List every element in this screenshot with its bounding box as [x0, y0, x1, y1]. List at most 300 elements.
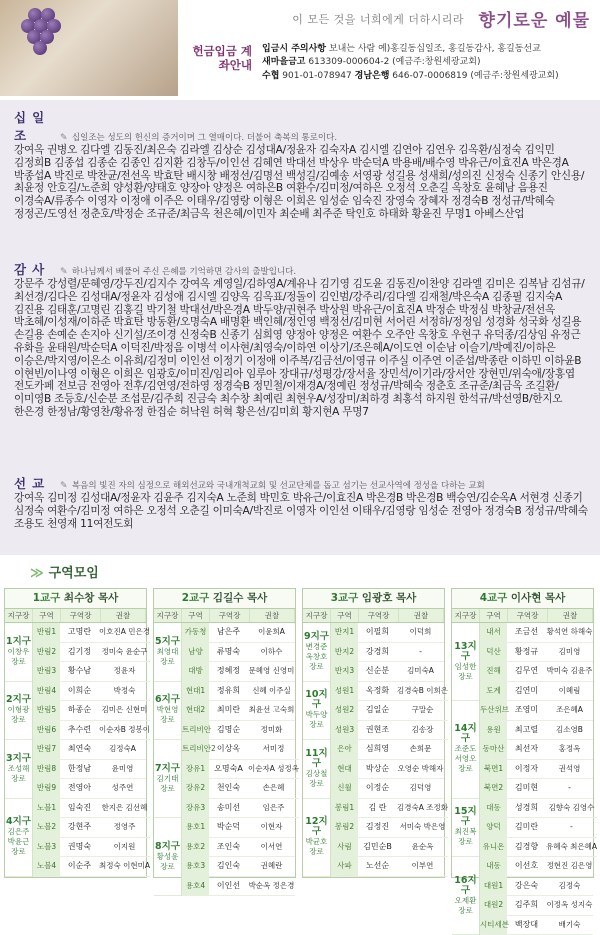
- district-table: [302, 588, 445, 878]
- table-row: [480, 643, 593, 663]
- leader-cell: 강은숙: [507, 877, 546, 896]
- steward-cell: 홍정옥: [546, 740, 593, 759]
- leader-cell: 백장대: [507, 916, 546, 935]
- group-cell: 사림: [331, 838, 358, 857]
- group-cell: 용호2: [182, 838, 209, 857]
- steward-cell: 한지은 김선혜: [99, 799, 150, 818]
- steward-cell: 윤순옥: [397, 838, 448, 857]
- table-row: [33, 760, 146, 780]
- group-cell: 반지1: [331, 623, 358, 642]
- group-cell: 봉림2: [331, 818, 358, 837]
- zone-block: [452, 857, 593, 935]
- group-cell: 양덕: [480, 818, 507, 837]
- zone-block: [154, 623, 295, 682]
- leader-cell: 전영아: [60, 779, 99, 798]
- group-cell: 덕산: [480, 643, 507, 662]
- steward-cell: 김경숙A 조정화: [397, 799, 448, 818]
- group-cell: 시티세븐: [480, 916, 507, 935]
- page-title: 향기로운 예물: [479, 6, 590, 31]
- district-pastor: 김길수 목사: [209, 592, 267, 604]
- steward-cell: 박미숙 김윤주: [546, 662, 593, 681]
- group-cell: 대방: [182, 662, 209, 681]
- group-cell: 성원2: [331, 701, 358, 720]
- group-cell: 노블3: [33, 838, 60, 857]
- zone-block-label: 9지구 변경준 옥창호 장로: [303, 623, 330, 682]
- table-row: [480, 623, 593, 643]
- steward-cell: 최윤선 고숙희: [248, 701, 295, 720]
- column-header: 구역장: [210, 609, 250, 622]
- leader-cell: 이상옥: [209, 740, 248, 759]
- table-row: [480, 682, 593, 702]
- table-row: [33, 643, 150, 663]
- zone-block-label: 7지구 김기태 장로: [154, 740, 181, 818]
- leader-cell: 강경희: [358, 643, 397, 662]
- group-cell: 내서: [480, 623, 507, 642]
- leader-cell: 심희영: [358, 740, 397, 759]
- table-row: [480, 779, 593, 799]
- leader-cell: 최미란: [209, 701, 248, 720]
- zone-block: [303, 740, 444, 799]
- group-cell: 현대1: [182, 682, 209, 701]
- zone-block: [5, 799, 146, 877]
- table-row: [480, 857, 593, 877]
- steward-cell: 박순옥 정은경: [248, 877, 295, 896]
- steward-cell: 김경숙B 이희은: [397, 682, 448, 701]
- table-row: [331, 662, 444, 682]
- table-row: [182, 721, 295, 741]
- leader-cell: 김인숙: [209, 857, 248, 876]
- group-cell: 신월: [331, 779, 358, 798]
- district-name: 2교구: [182, 592, 210, 604]
- leader-cell: 이인선: [209, 877, 248, 896]
- offering-accounts: [262, 43, 559, 83]
- leader-cell: 김민순B: [358, 838, 397, 857]
- leader-cell: 고명란: [60, 623, 99, 642]
- zone-block-label: 12지구 박균호 장로: [303, 799, 330, 877]
- column-header: 구역: [480, 609, 508, 622]
- table-row: [480, 701, 593, 721]
- table-row: [480, 818, 597, 838]
- group-cell: 반림4: [33, 682, 60, 701]
- steward-cell: 윤미영: [99, 760, 146, 779]
- table-row: [331, 760, 444, 780]
- zone-block: [154, 682, 295, 741]
- group-cell: 반지2: [331, 643, 358, 662]
- steward-cell: -: [546, 779, 593, 798]
- leaf-icon: ✎: [60, 133, 68, 143]
- zone-title: ≫ 구역모임: [30, 562, 99, 581]
- table-row: [33, 857, 150, 877]
- section-names: 강여옥 권병오 김다엘 김동진/최은숙 김라엘 김상순 김성대A/정윤자 김숙자A 김시엘 김연아 김연우 김옥환/심정숙 김익민 김정희B 김종섭 김종순 김종인 김지환 김창두/이인선 김혜연 박대선 박상우 박순덕A 박용배/배수영 박유근/이효진A 박은경A 박종섭A 박진로 박찬균/전선옥 박효탄 배시창 배정선/김명선 백성길/김예송 서영광 성길용 성새희/성의진 신정숙 신종기 안신용/최윤정 안호길/노준희 양성환/양태호 양장아 양정은 여하은B 여환수/김미정/여하은 오정석 오춘길 옥창호 윤혜남 음용진 이경숙A/류종수 이영자 이정애 이주은 이태우/김영랑 이형은 이희은 임성순 임숙진 장영숙 장혜자 정경숙B 정성규/박혜숙 정정곤/도영선 정춘호/박정순 조규준/최금옥 천은혜/이민자 최순배 최주준 탁인호 하태화 황윤진 무명1 아베스산업: [14, 144, 590, 221]
- leader-cell: 천인숙: [209, 779, 248, 798]
- leader-cell: 김명순: [209, 721, 248, 740]
- district-heading: [154, 589, 295, 609]
- offering-label: 헌금입금 계좌안내: [190, 44, 252, 72]
- steward-cell: 이순자A 성정옥: [248, 760, 299, 779]
- offering-line: 입금시 주의사항 보내는 사람 예)홍길동십일조, 홍길동감사, 홍길동선교: [262, 43, 559, 56]
- zone-block-label: 5지구 최영대 장로: [154, 623, 181, 682]
- steward-cell: 정현진 김은영: [546, 857, 593, 876]
- table-row: [33, 682, 150, 702]
- steward-cell: 신혜 이주실: [248, 682, 295, 701]
- steward-cell: 이윤희A: [248, 623, 295, 642]
- zone-block-label: 16지구 오제환 장로: [452, 857, 479, 935]
- zone-block: [452, 701, 593, 799]
- steward-cell: 김소영B: [546, 721, 593, 740]
- table-row: [33, 701, 150, 721]
- steward-cell: 이순자B 정봉이: [99, 721, 150, 740]
- steward-cell: -: [397, 643, 444, 662]
- table-row: [33, 623, 150, 643]
- leader-cell: 박순덕: [209, 818, 248, 837]
- zone-block-label: 2지구 이형광 장로: [5, 682, 32, 741]
- zone-block: [452, 799, 593, 858]
- leader-cell: 이희순: [60, 682, 99, 701]
- column-header: 구역: [182, 609, 210, 622]
- zone-block: [5, 682, 146, 741]
- zone-block: [154, 818, 295, 896]
- steward-cell: 정영주: [99, 818, 150, 837]
- district-table: [451, 588, 594, 878]
- steward-cell: 배기숙: [546, 916, 593, 935]
- steward-cell: 황석연 하해숙: [546, 623, 593, 642]
- group-cell: 대동: [480, 799, 507, 818]
- leader-cell: 조인숙: [209, 838, 248, 857]
- steward-cell: 이호진A 민은경: [99, 623, 150, 642]
- leader-cell: 황수남: [60, 662, 99, 681]
- table-row: [33, 818, 150, 838]
- group-cell: 가동청: [182, 623, 209, 642]
- leader-cell: 이정순: [358, 779, 397, 798]
- leader-cell: 이정자: [507, 760, 546, 779]
- zone-block-label: 1지구 이창우 장로: [5, 623, 32, 682]
- steward-cell: 이부연: [397, 857, 448, 876]
- offering-line: 수협 901-01-078947 경남은행 646-07-0006819 (예금주:창원세광교회): [262, 70, 559, 83]
- column-headers: [154, 609, 295, 623]
- leader-cell: 이필희: [358, 623, 397, 642]
- table-row: [33, 662, 150, 682]
- steward-cell: 서미숙 박은영: [397, 818, 448, 837]
- zone-block-label: 3지구 조성해 장로: [5, 740, 32, 799]
- leader-cell: 김경향: [507, 838, 546, 857]
- steward-cell: 조은혜A: [546, 701, 593, 720]
- leader-cell: 오명숙A: [209, 760, 248, 779]
- steward-cell: 김덕영: [397, 779, 444, 798]
- group-cell: 반림3: [33, 662, 60, 681]
- district-pastor: 임광호 목사: [358, 592, 416, 604]
- table-row: [480, 799, 597, 819]
- leader-cell: 최선자: [507, 740, 546, 759]
- column-header: 권찰: [250, 609, 295, 622]
- group-cell: 반림1: [33, 623, 60, 642]
- table-row: [182, 799, 299, 819]
- leader-cell: 김무연: [507, 662, 546, 681]
- group-cell: 반지3: [331, 662, 358, 681]
- table-row: [480, 916, 593, 935]
- table-row: [480, 877, 593, 897]
- leader-cell: 남은주: [209, 623, 248, 642]
- steward-cell: 이정옥 성지숙: [546, 896, 593, 915]
- header-tagline: 이 모든 것을 너희에게 더하시리라: [292, 11, 464, 27]
- zone-block-label: 14지구 조준도 서영오 장로: [452, 701, 479, 799]
- table-row: [182, 740, 299, 760]
- leader-cell: 이선호: [507, 857, 546, 876]
- steward-cell: 정미화: [248, 721, 295, 740]
- table-row: [33, 838, 150, 858]
- column-header: 지구장: [303, 609, 331, 622]
- zone-block-label: 11지구 김상철 장로: [303, 740, 330, 799]
- table-row: [182, 857, 295, 877]
- leader-cell: 김미란: [507, 818, 546, 837]
- zone-block-label: 4지구 김은주 박윤근 장로: [5, 799, 32, 877]
- table-row: [480, 838, 597, 858]
- group-cell: 트리비안2: [182, 740, 209, 759]
- group-cell: 북면2: [480, 779, 507, 798]
- table-row: [331, 740, 444, 760]
- steward-cell: 권석영: [546, 760, 593, 779]
- zone-block-label: 13지구 임성한 장로: [452, 623, 479, 701]
- table-row: [331, 799, 448, 819]
- table-row: [33, 721, 150, 741]
- table-row: [331, 643, 444, 663]
- group-cell: 은아: [331, 740, 358, 759]
- district-pastor: 최수창 목사: [60, 592, 118, 604]
- group-cell: 용호1: [182, 818, 209, 837]
- table-row: [331, 779, 444, 799]
- leader-cell: 옥정화: [358, 682, 397, 701]
- zone-block: [303, 623, 444, 682]
- steward-cell: 권혜란: [248, 857, 295, 876]
- section-names: 강문주 강성렬/문혜영/강두진/김지수 강여옥 계영일/김하영A/계유나 김기영 김도윤 김동진/이찬양 김라엘 김미은 김복남 김섬규/최선경/김다은 김성대A/정윤자 김성애 김시엘 김양옥 김옥표/정돌이 김인범/강주리/김다엘 김재철/박은숙A 김종필 김지숙A 김진용 김태훈/고명린 김홍길 박기철 박대선/박은경A 박두양/권현주 박상원 박유근/이효진A 박정순 박정심 박창균/전선옥 박초혜/이성재/이하준 박효탄 방동환/오명숙A 배명환 백인혜/정인영 백정선/김미현 서어린 서정하/정정임 성경화 성국화 성길용 손길용 손예순 손지아 신기설/조이경 신정숙B 신종기 심희영 양정아 양정은 여환수 오주안 옥창호 우현구 유덕종/김상임 유정근 유화을 윤태원/박순덕A 이덕진/박정음 이병석 이사현/최영숙/이하연 이상기/조은혜A/이도연 이순남 이슬기/박예진/이하은 이승은/박지영/이은소 이유희/김정미 이인선 이정기 이정애 이주복/김금선/이영규 이주실 이주연 이준섭/박종란 이하민 이하윤B 이현빈/이나영 이형은 이희은 임광호/이미진/임리아 임루아 장대규/성평강/장서율 장민석/이기라/장서안 장현민/위숙애/장홍엽 전도카페 전보금 전영아 전후/김연영/전하영 정경숙B 정민철/이재경A/정예린 정성규/박혜숙 정춘호 조규준/최금옥 조길환/이미영B 조등호/신순분 조섭문/김주희 진금숙 최수창 최예린 최현우A/성장미/최하경 최홍석 하지원 한석규/박선영B/한지오 한은경 한정남/황영찬/황유정 한집순 허낙원 허혁 황은선/김미희 황지현A 무명7: [14, 278, 590, 419]
- column-header: 구역장: [359, 609, 399, 622]
- steward-cell: 이지원: [99, 838, 150, 857]
- column-header: 구역장: [61, 609, 101, 622]
- district-heading: [452, 589, 593, 609]
- steward-cell: 서미정: [248, 740, 299, 759]
- leader-cell: 강현주: [60, 818, 99, 837]
- table-row: [182, 662, 295, 682]
- steward-cell: 김향숙 김영수: [546, 799, 597, 818]
- table-row: [182, 838, 295, 858]
- steward-cell: 성주연: [99, 779, 146, 798]
- leader-cell: 송미선: [209, 799, 248, 818]
- table-row: [331, 721, 448, 741]
- group-cell: 진해: [480, 662, 507, 681]
- district-heading: [303, 589, 444, 609]
- group-cell: 반림6: [33, 721, 60, 740]
- group-cell: 도계: [480, 682, 507, 701]
- group-cell: 용호4: [182, 877, 209, 896]
- table-row: [33, 779, 146, 799]
- column-header: 구역장: [508, 609, 548, 622]
- steward-cell: 김송장: [397, 721, 448, 740]
- district-heading: [5, 589, 146, 609]
- steward-cell: 문혜영 신영미: [248, 662, 295, 681]
- zone-block: [5, 623, 146, 682]
- steward-cell: 이하수: [248, 643, 295, 662]
- leader-cell: 정혜정: [209, 662, 248, 681]
- table-row: [331, 682, 448, 702]
- header-photo: [0, 0, 178, 96]
- district-table: [4, 588, 147, 878]
- district-table: [153, 588, 296, 878]
- group-cell: 두산위브: [480, 701, 507, 720]
- column-header: 지구장: [452, 609, 480, 622]
- group-cell: 대원2: [480, 896, 507, 915]
- table-row: [331, 701, 448, 721]
- leader-cell: 조영미: [507, 701, 546, 720]
- group-cell: 남양: [182, 643, 209, 662]
- leader-cell: 조금선: [507, 623, 546, 642]
- table-row: [480, 721, 593, 741]
- table-row: [33, 799, 150, 819]
- steward-cell: 이덕희: [397, 623, 444, 642]
- district-name: 3교구: [331, 592, 359, 604]
- group-cell: 노블2: [33, 818, 60, 837]
- steward-cell: 박정숙: [99, 682, 150, 701]
- leader-cell: 성경희: [507, 799, 546, 818]
- table-row: [182, 779, 299, 799]
- column-header: 권찰: [101, 609, 146, 622]
- leader-cell: 김 란: [358, 799, 397, 818]
- leader-cell: 최고렬: [507, 721, 546, 740]
- group-cell: 반림9: [33, 779, 60, 798]
- leader-cell: 김기정: [60, 643, 99, 662]
- leader-cell: 류명숙: [209, 643, 248, 662]
- steward-cell: 최정숙 이현미A: [99, 857, 150, 876]
- section-names: 강여옥 김미정 김성대A/정윤자 김윤주 김지숙A 노준희 박민호 박유근/이효진A 박은경B 박은경B 백승연/김순옥A 서현경 신종기 심정숙 여환수/김미정 여하은 오정석 오춘길 이미숙A/박진로 이영자 이인선 이태우/김영랑 임성순 전영아 정경숙B 정성규/박혜숙 조용도 천영재 11여전도회: [14, 492, 590, 530]
- table-row: [182, 643, 295, 663]
- leader-cell: 정유희: [209, 682, 248, 701]
- leader-cell: 신순분: [358, 662, 397, 681]
- zone-block: [303, 682, 444, 741]
- chevron-icon: ≫: [30, 566, 44, 581]
- column-headers: [5, 609, 146, 623]
- leader-cell: 노선순: [358, 857, 397, 876]
- leader-cell: 권명숙: [60, 838, 99, 857]
- group-cell: 트리비안: [182, 721, 209, 740]
- leader-cell: 박상순: [358, 760, 397, 779]
- steward-cell: 구말순: [397, 701, 448, 720]
- steward-cell: 이현자: [248, 818, 295, 837]
- column-header: 구역: [33, 609, 61, 622]
- leader-cell: 김연미: [507, 682, 546, 701]
- leader-cell: 한정남: [60, 760, 99, 779]
- table-row: [182, 682, 295, 702]
- table-row: [182, 818, 295, 838]
- table-row: [331, 818, 448, 838]
- zone-block-label: 6지구 박현영 장로: [154, 682, 181, 741]
- zone-block: [303, 799, 444, 877]
- section-heading: 십일조 ✎ 십일조는 성도의 헌신의 증거이며 그 열매이다. 더불어 축복의 통로이다.: [14, 108, 590, 144]
- district-name: 4교구: [480, 592, 508, 604]
- table-row: [182, 701, 295, 721]
- grapes-icon: [10, 8, 70, 63]
- group-cell: 노블4: [33, 857, 60, 876]
- group-cell: 동마산: [480, 740, 507, 759]
- group-cell: 반림8: [33, 760, 60, 779]
- table-row: [33, 740, 146, 760]
- column-header: 지구장: [5, 609, 33, 622]
- zone-block-label: 10지구 박두양 장로: [303, 682, 330, 741]
- zone-block: [154, 740, 295, 818]
- group-cell: 북면1: [480, 760, 507, 779]
- table-row: [480, 662, 593, 682]
- steward-cell: 유혜숙 최은혜A: [546, 838, 597, 857]
- steward-cell: 김정숙: [546, 877, 593, 896]
- table-row: [480, 760, 593, 780]
- column-header: 권찰: [399, 609, 444, 622]
- group-cell: 유니온: [480, 838, 507, 857]
- steward-cell: 김정숙A: [99, 740, 146, 759]
- section-mission: [14, 474, 590, 530]
- group-cell: 장유2: [182, 779, 209, 798]
- group-cell: 장유1: [182, 760, 209, 779]
- column-headers: [303, 609, 444, 623]
- section-heading: 감사 ✎ 하나님께서 베풀어 주신 은혜를 기억하면 감사의 출발입니다.: [14, 260, 590, 278]
- offering-line: 새마을금고 613309-000604-2 (예금주:창원세광교회): [262, 56, 559, 69]
- steward-cell: 정미숙 윤순구: [99, 643, 150, 662]
- section-thanks: [14, 260, 590, 419]
- group-cell: 성원3: [331, 721, 358, 740]
- group-cell: 현대2: [182, 701, 209, 720]
- table-row: [480, 740, 593, 760]
- group-cell: 현대: [331, 760, 358, 779]
- steward-cell: 이서연: [248, 838, 295, 857]
- section-tithe: [14, 108, 590, 221]
- steward-cell: 손희문: [397, 740, 444, 759]
- zone-block: [5, 740, 146, 799]
- leader-cell: 김미현: [507, 779, 546, 798]
- steward-cell: 정윤자: [99, 662, 150, 681]
- group-cell: 성원1: [331, 682, 358, 701]
- table-row: [331, 857, 448, 877]
- table-row: [331, 623, 444, 643]
- leaf-icon: ✎: [60, 267, 68, 277]
- group-cell: 내동: [480, 857, 507, 876]
- leader-cell: 임숙진: [60, 799, 99, 818]
- leader-cell: 최연숙: [60, 740, 99, 759]
- district-name: 1교구: [33, 592, 61, 604]
- zone-block-label: 15지구 최진복 장로: [452, 799, 479, 858]
- steward-cell: 이혜림: [546, 682, 593, 701]
- leader-cell: 김일순: [358, 701, 397, 720]
- group-cell: 장유3: [182, 799, 209, 818]
- column-headers: [452, 609, 593, 623]
- group-cell: 반림5: [33, 701, 60, 720]
- steward-cell: 임은주: [248, 799, 299, 818]
- leader-cell: 권현조: [358, 721, 397, 740]
- group-cell: 봉림1: [331, 799, 358, 818]
- column-header: 권찰: [548, 609, 593, 622]
- steward-cell: 오영순 박해자: [397, 760, 444, 779]
- zone-block-label: 8지구 황성윤 장로: [154, 818, 181, 896]
- table-row: [182, 623, 295, 643]
- leader-cell: 김주희: [507, 896, 546, 915]
- section-heading: 선교 ✎ 복음의 빛진 자의 심정으로 해외선교와 국내개척교회 및 선교단체를 돕고 섬기는 선교사역에 정성을 다하는 교회: [14, 474, 590, 492]
- leader-cell: 이순주: [60, 857, 99, 876]
- steward-cell: -: [546, 818, 597, 837]
- leader-cell: 황정규: [507, 643, 546, 662]
- group-cell: 대원1: [480, 877, 507, 896]
- steward-cell: 김미은 신현미: [99, 701, 150, 720]
- group-cell: 반림7: [33, 740, 60, 759]
- steward-cell: 손은혜: [248, 779, 299, 798]
- group-cell: 노블1: [33, 799, 60, 818]
- column-header: 지구장: [154, 609, 182, 622]
- leaf-icon: ✎: [60, 481, 68, 491]
- table-row: [182, 877, 295, 897]
